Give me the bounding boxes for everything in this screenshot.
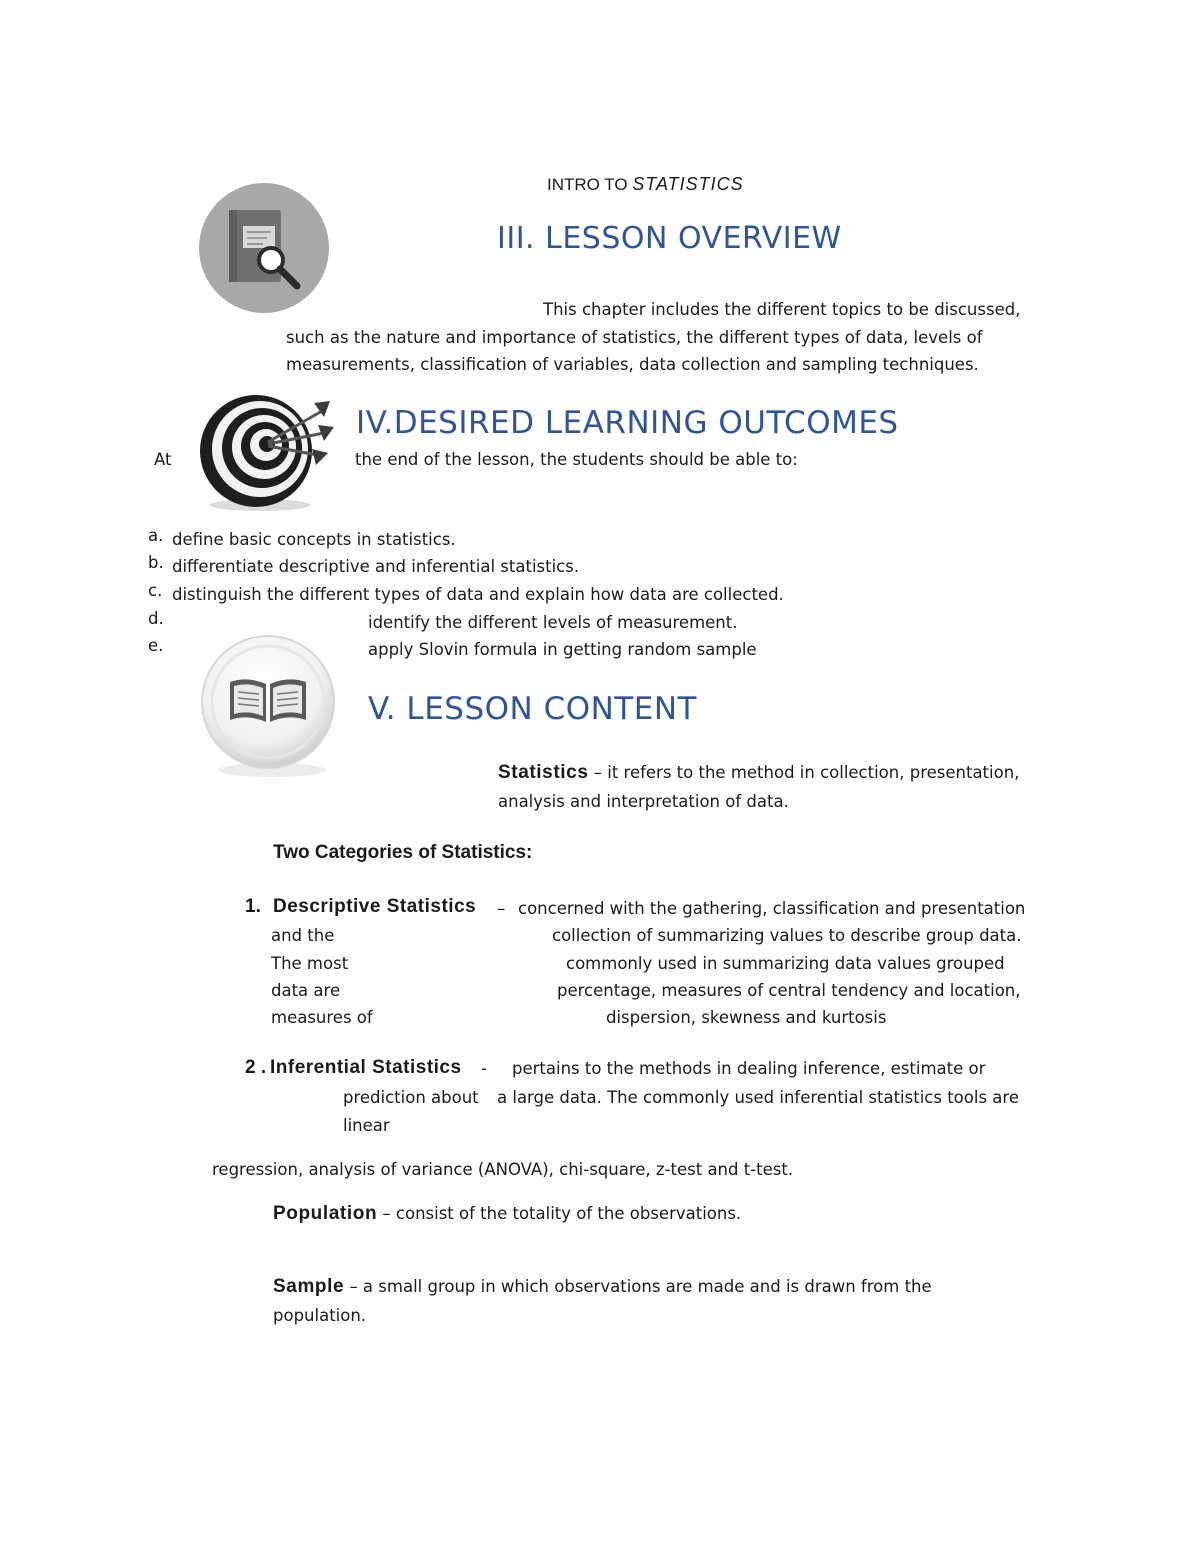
sample-term: Sample bbox=[273, 1276, 345, 1297]
outcomes-intro-at: At bbox=[154, 450, 172, 469]
descriptive-left-3: The most bbox=[271, 954, 349, 973]
sample-definition-line-2: population. bbox=[273, 1306, 367, 1325]
list-item-letter: e. bbox=[148, 636, 164, 655]
inferential-dash: - bbox=[481, 1059, 487, 1078]
header-subject: STATISTICS bbox=[632, 174, 744, 194]
inferential-left-2: prediction about bbox=[343, 1088, 479, 1107]
statistics-definition: – it refers to the method in collection, presentation, bbox=[593, 763, 1020, 782]
header-prefix: INTRO TO bbox=[547, 175, 628, 194]
statistics-definition-line-2: analysis and interpretation of data. bbox=[498, 792, 789, 811]
sample-definition-line-1 bbox=[273, 1273, 932, 1301]
list-item: identify the different levels of measurement. bbox=[368, 613, 738, 632]
lesson-content-heading: V. LESSON CONTENT bbox=[368, 691, 697, 727]
open-book-icon bbox=[196, 630, 352, 782]
descriptive-dash: – bbox=[497, 899, 506, 918]
overview-line-3: measurements, classification of variables, data collection and sampling techniques. bbox=[286, 355, 979, 374]
list-item: apply Slovin formula in getting random sample bbox=[368, 640, 757, 659]
inferential-number: 2 . bbox=[245, 1057, 267, 1078]
descriptive-left-2: and the bbox=[271, 926, 335, 945]
descriptive-number: 1. bbox=[245, 896, 261, 917]
descriptive-right-4: percentage, measures of central tendency and location, bbox=[557, 981, 1021, 1000]
descriptive-right-3: commonly used in summarizing data values grouped bbox=[566, 954, 1005, 973]
list-item-letter: c. bbox=[148, 581, 163, 600]
inferential-left-3: linear bbox=[343, 1116, 390, 1135]
statistics-term: Statistics bbox=[498, 762, 589, 783]
list-item-letter: d. bbox=[148, 609, 164, 628]
list-item: differentiate descriptive and inferential statistics. bbox=[172, 557, 580, 576]
statistics-definition-line-1 bbox=[498, 759, 1019, 787]
overview-line-2: such as the nature and importance of statistics, the different types of data, levels of bbox=[286, 328, 983, 347]
inferential-line-4: regression, analysis of variance (ANOVA), chi-square, z-test and t-test. bbox=[212, 1160, 794, 1179]
learning-outcomes-heading: IV.DESIRED LEARNING OUTCOMES bbox=[356, 405, 899, 441]
descriptive-left-4: data are bbox=[271, 981, 341, 1000]
descriptive-right-2: collection of summarizing values to describe group data. bbox=[552, 926, 1022, 945]
book-magnifier-icon bbox=[197, 182, 331, 314]
list-item-letter: a. bbox=[148, 526, 164, 545]
target-darts-icon bbox=[194, 387, 338, 515]
population-term: Population bbox=[273, 1203, 378, 1224]
list-item: distinguish the different types of data and explain how data are collected. bbox=[172, 585, 784, 604]
lesson-overview-heading: III. LESSON OVERVIEW bbox=[497, 221, 842, 256]
outcomes-intro-text: the end of the lesson, the students should be able to: bbox=[355, 450, 798, 469]
inferential-def-1: pertains to the methods in dealing inference, estimate or bbox=[512, 1059, 986, 1078]
descriptive-right-5: dispersion, skewness and kurtosis bbox=[606, 1008, 887, 1027]
sample-def: – a small group in which observations are made and is drawn from the bbox=[349, 1277, 932, 1296]
population-def: – consist of the totality of the observations. bbox=[382, 1204, 742, 1223]
list-item: define basic concepts in statistics. bbox=[172, 530, 456, 549]
inferential-term: Inferential Statistics bbox=[270, 1057, 462, 1078]
document-header bbox=[547, 174, 744, 195]
categories-title: Two Categories of Statistics: bbox=[273, 842, 533, 863]
descriptive-left-5: measures of bbox=[271, 1008, 373, 1027]
population-definition bbox=[273, 1200, 741, 1228]
overview-line-1: This chapter includes the different topics to be discussed, bbox=[543, 300, 1021, 319]
inferential-right-2: a large data. The commonly used inferential statistics tools are bbox=[497, 1088, 1019, 1107]
descriptive-def-1: concerned with the gathering, classification and presentation bbox=[518, 899, 1026, 918]
descriptive-term: Descriptive Statistics bbox=[273, 896, 477, 917]
list-item-letter: b. bbox=[148, 553, 164, 572]
